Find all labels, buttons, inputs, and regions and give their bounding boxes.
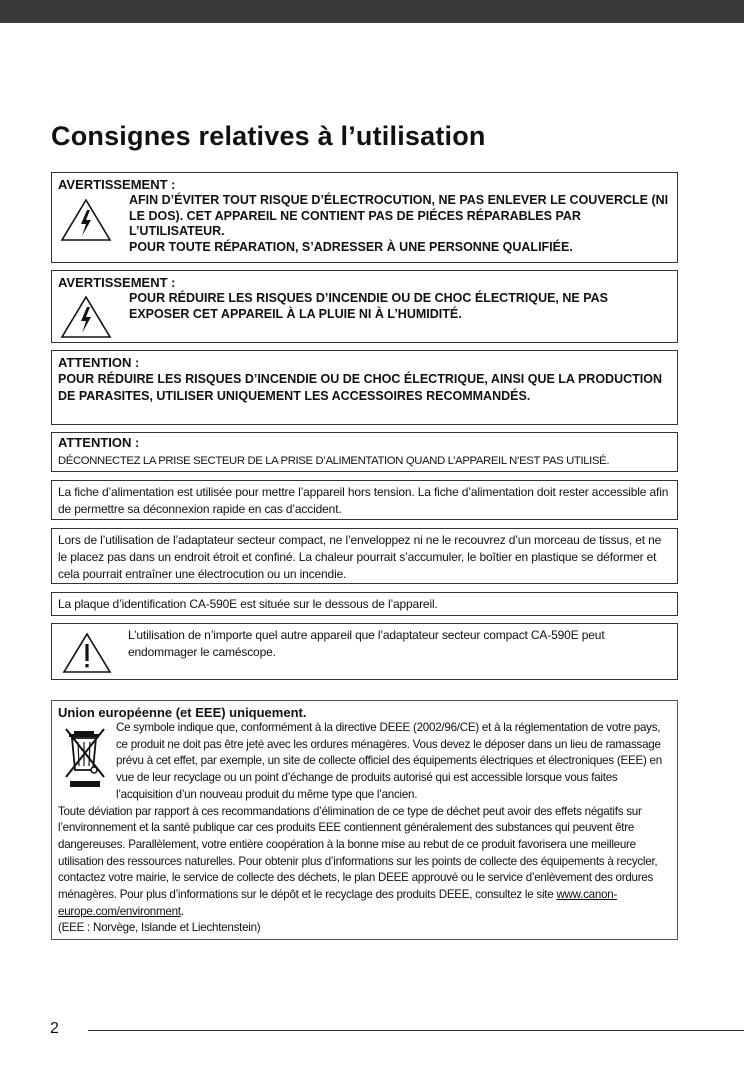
warning-line: POUR TOUTE RÉPARATION, S’ADRESSER À UNE PERSONNE QUALIFIÉE. xyxy=(129,239,573,254)
power-plug-note xyxy=(51,480,678,520)
note-text: La fiche d’alimentation est utilisée pour mettre l’appareil hors tension. La fiche d’alimentation doit rester accessible afin de permettre sa déconnexion rapide en cas d’accident. xyxy=(58,485,669,516)
page-title: Consignes relatives à l’utilisation xyxy=(51,121,486,151)
attention-label: ATTENTION : xyxy=(58,435,140,450)
eu-footnote: (EEE : Norvège, Islande et Liechtenstein) xyxy=(58,921,261,935)
warning-box-electrocution xyxy=(51,172,678,263)
warning-label: AVERTISSEMENT : xyxy=(58,275,176,290)
warning-line: AFIN D’ÉVITER TOUT RISQUE D’ÉLECTROCUTION, NE PAS ENLEVER LE COUVERCLE (NI LE DOS). CET APPAREIL NE CONTIENT PAS DE PIÉCES RÉPARABLES PAR L’UTILISATEUR. xyxy=(129,193,669,238)
adapter-caution-note xyxy=(51,623,678,680)
warning-text xyxy=(129,193,669,255)
footer-rule xyxy=(88,1030,744,1031)
top-bar xyxy=(0,0,744,23)
warning-box-rain xyxy=(51,270,678,343)
eu-para2-text: Toute déviation par rapport à ces recommandations d’élimination de ce type de déchet peut avoir des effets négatifs sur l’environnement et la santé publique car ces produits EEE contiennent généralement des substances qui peuvent être dangereuses. Parallèlement, votre entière coopération à la bonne mise au rebut de ce produit favorisera une meilleure utilisation des ressources naturelles. Pour obtenir plus d’informations sur les points de collecte des équipements à recycler, contactez votre mairie, le service de collecte des déchets, le plan DEEE approuvé ou le service d’enlèvement des ordures ménagères. Pour plus d’informations sur le dépôt et le recyclage des produits DEEE, consultez le site xyxy=(58,804,658,902)
page-number: 2 xyxy=(50,1020,59,1037)
eu-para2 xyxy=(58,804,671,921)
note-text: Lors de l’utilisation de l’adaptateur secteur compact, ne l’enveloppez ni ne le recouvrez d’un morceau de tissus, et ne le placez pas dans un endroit étroit et confiné. La chaleur pourrait s’accumuler, le boîtier en plastique se déformer et cela pourrait entraîner une électrocution ou un incendie. xyxy=(58,533,662,581)
attention-box-accessories xyxy=(51,350,678,425)
caution-text: L’utilisation de n’importe quel autre appareil que l’adaptateur secteur compact CA-590E peut endommager le caméscope. xyxy=(128,628,605,659)
attention-text: POUR RÉDUIRE LES RISQUES D’INCENDIE OU DE CHOC ÉLECTRIQUE, AINSI QUE LA PRODUCTION DE PARASITES, UTILISER UNIQUEMENT LES ACCESSOIRES RECOMMANDÉS. xyxy=(58,372,662,403)
lightning-warning-icon xyxy=(60,295,112,339)
exclamation-warning-icon xyxy=(62,632,112,674)
attention-text: DÉCONNECTEZ LA PRISE SECTEUR DE LA PRISE D’ALIMENTATION QUAND L’APPAREIL N’EST PAS UTILISÉ. xyxy=(58,455,610,467)
attention-box-disconnect xyxy=(51,432,678,472)
note-text: La plaque d’identification CA-590E est située sur le dessous de l’appareil. xyxy=(58,597,438,611)
eu-weee-box xyxy=(51,700,678,940)
eu-para1: Ce symbole indique que, conformément à la directive DEEE (2002/96/CE) et à la réglementation de votre pays, ce produit ne doit pas être jeté avec les ordures ménagères. Vous devez le déposer dans un lieu de ramassage prévu à cet effet, par exemple, un site de collecte officiel des équipements électriques et électroniques (EEE) en vue de leur recyclage ou un point d’échange de produits autorisé qui est accessible lorsque vous faites l’acquisition d’un nouveau produit du même type que l’ancien. xyxy=(116,721,662,801)
identification-plate-note xyxy=(51,592,678,616)
eu-body xyxy=(58,720,671,937)
lightning-warning-icon xyxy=(60,198,112,242)
adapter-cover-note xyxy=(51,528,678,584)
eu-title: Union européenne (et EEE) uniquement. xyxy=(58,705,307,720)
canon-environment-link[interactable]: www.canon-europe.com/environment xyxy=(58,888,618,918)
eu-para2-end: . xyxy=(180,904,184,918)
warning-label: AVERTISSEMENT : xyxy=(58,177,176,192)
attention-label: ATTENTION : xyxy=(58,355,140,370)
warning-text: POUR RÉDUIRE LES RISQUES D’INCENDIE OU DE CHOC ÉLECTRIQUE, NE PAS EXPOSER CET APPAREIL À LA PLUIE NI À L’HUMIDITÉ. xyxy=(129,291,608,321)
